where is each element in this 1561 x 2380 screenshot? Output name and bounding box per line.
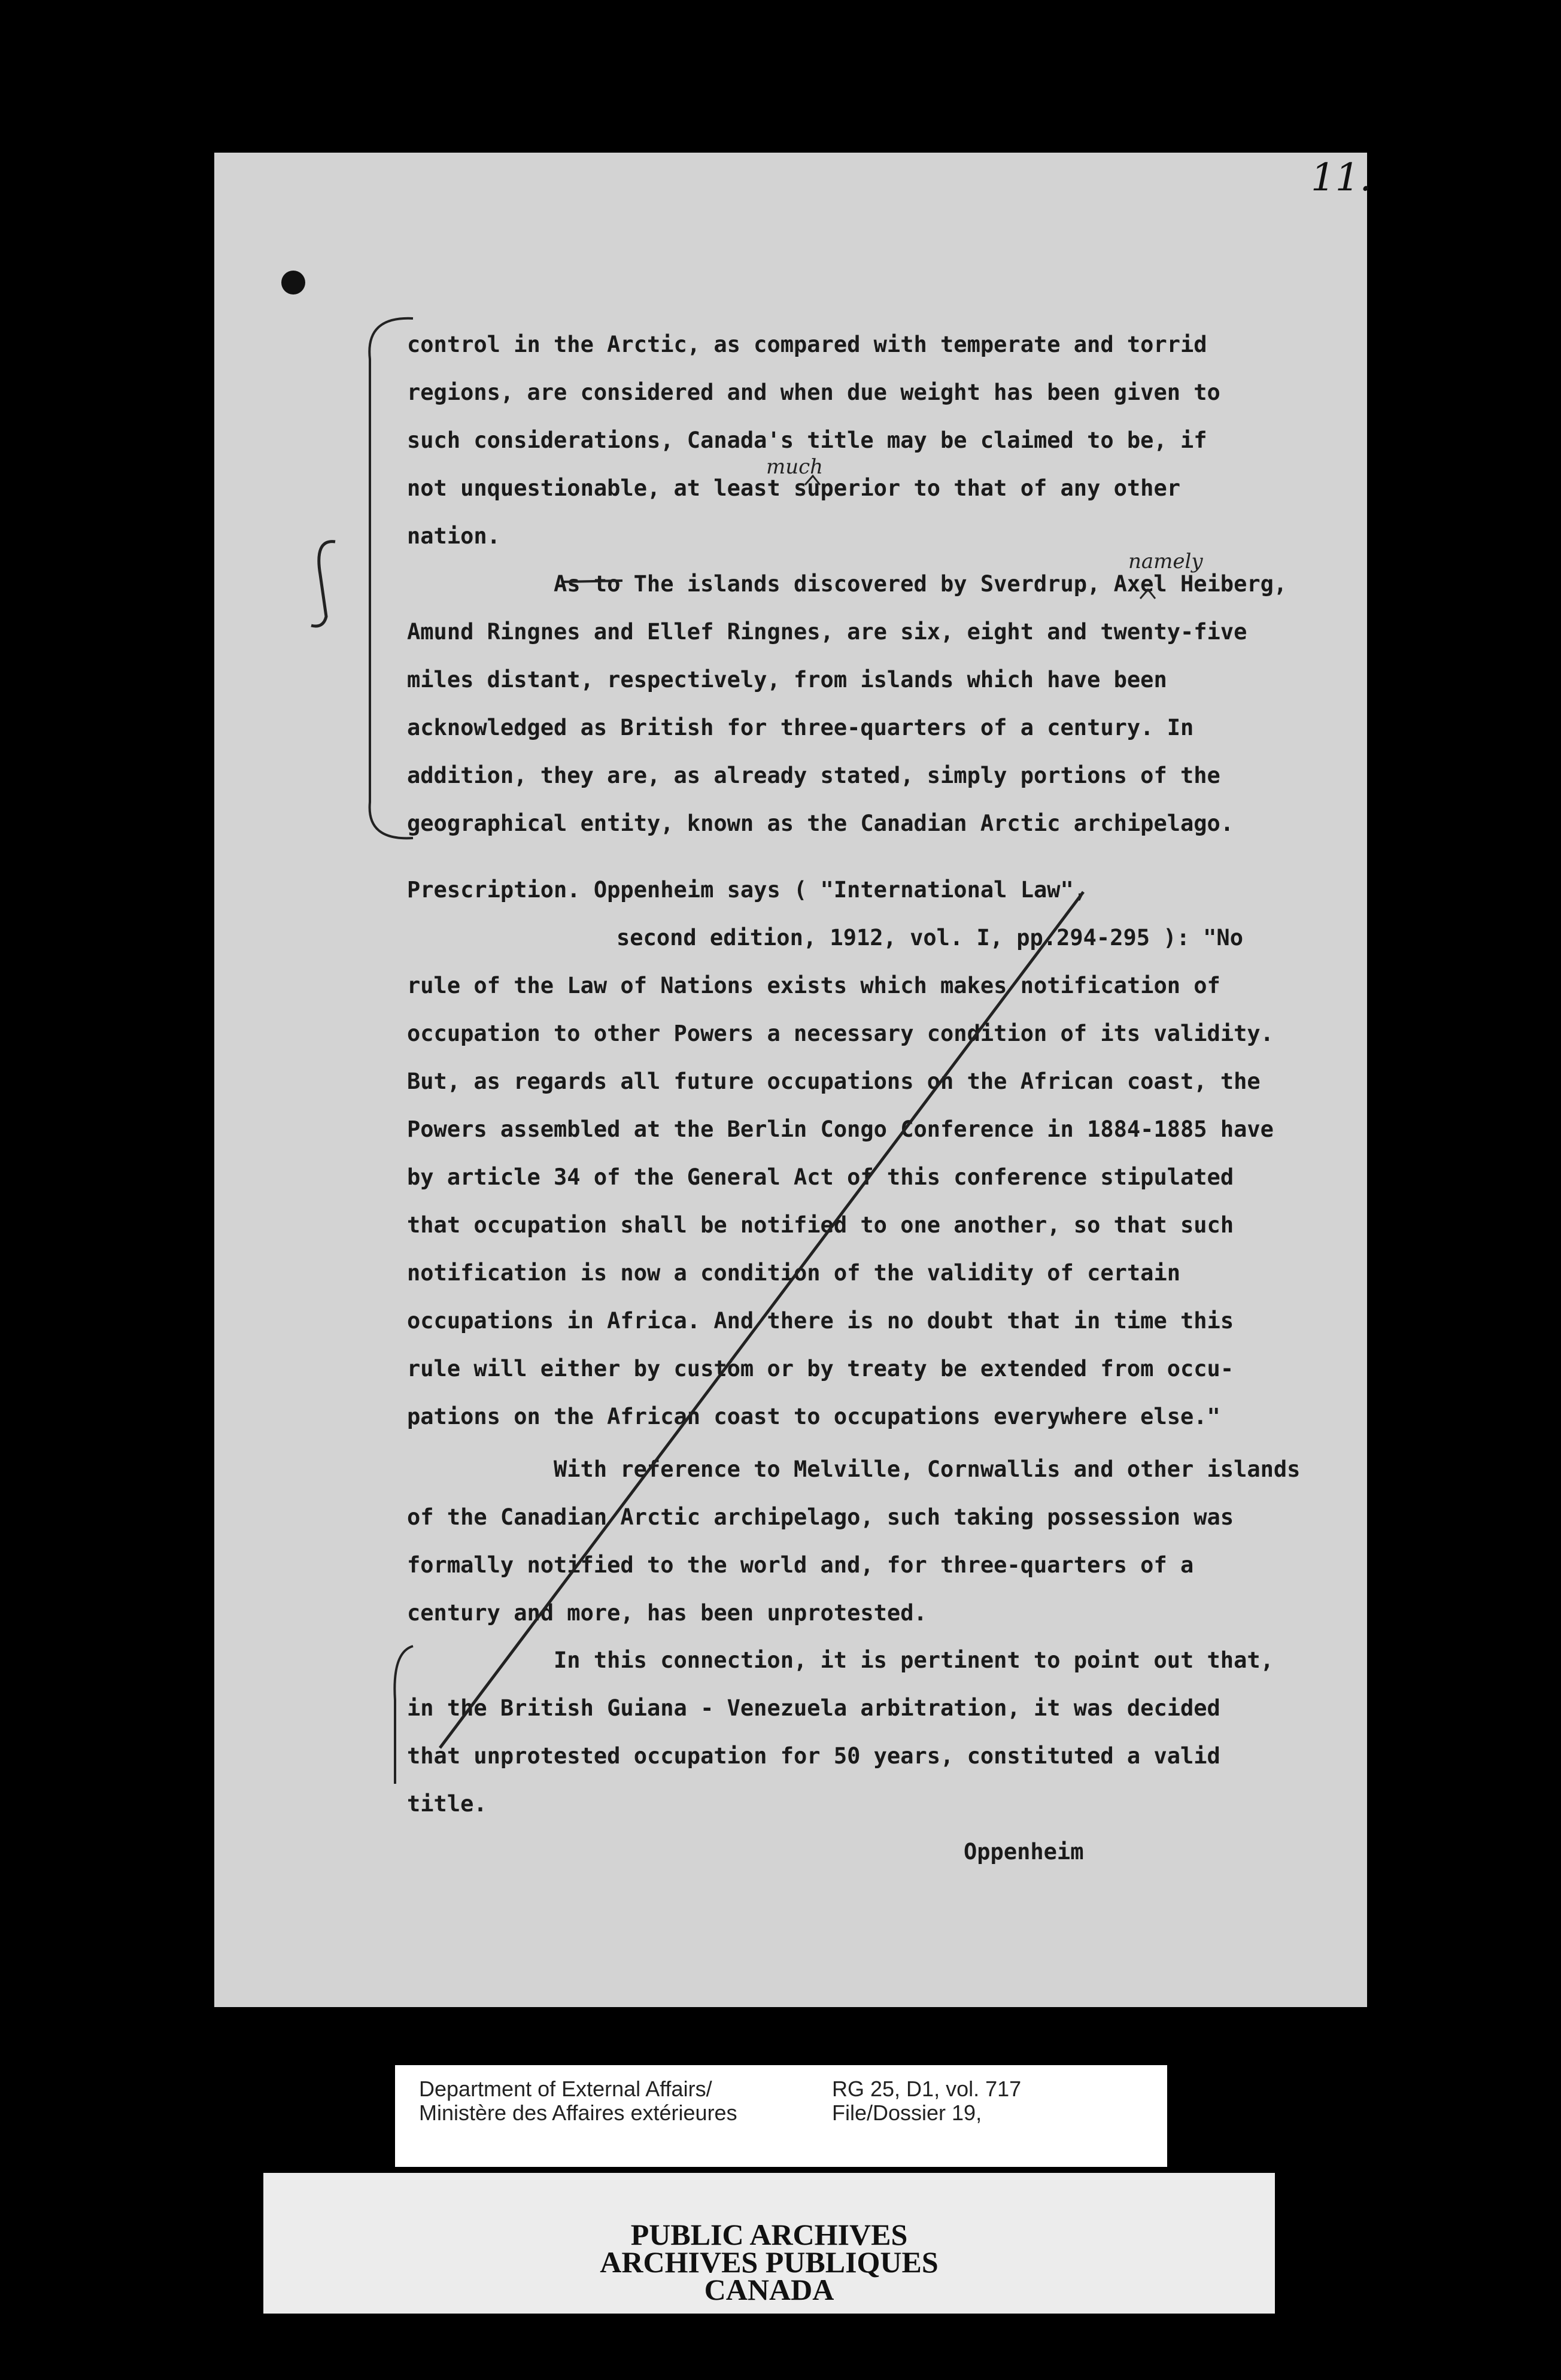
- text-line: regions, are considered and when due weight has been given to: [407, 380, 1220, 405]
- strikethrough-line: [564, 581, 622, 582]
- text-line: As to The islands discovered by Sverdrup, Axel Heiberg,: [554, 571, 1287, 597]
- text-line: not unquestionable, at least superior to that of any other: [407, 475, 1181, 501]
- text-line: acknowledged as British for three-quarters of a century. In: [407, 715, 1194, 740]
- archive-stamp: [263, 2173, 1275, 2314]
- text-line: miles distant, respectively, from islands which have been: [407, 667, 1167, 693]
- archive-reference: RG 25, D1, vol. 717: [832, 2077, 1022, 2101]
- page-number: 11.: [1311, 156, 1372, 200]
- text-line: century and more, has been unprotested.: [407, 1600, 927, 1626]
- text-line: formally notified to the world and, for three-quarters of a: [407, 1552, 1194, 1578]
- text-line: In this connection, it is pertinent to point out that,: [554, 1647, 1274, 1673]
- text-line: rule will either by custom or by treaty be extended from occu-: [407, 1356, 1234, 1382]
- handwritten-insertion: much: [766, 455, 824, 479]
- stamp-line: PUBLIC ARCHIVES: [630, 2218, 908, 2251]
- text-line: such considerations, Canada's title may be claimed to be, if: [407, 427, 1207, 453]
- text-line: Amund Ringnes and Ellef Ringnes, are six, eight and twenty-five: [407, 619, 1247, 645]
- text-line: second edition, 1912, vol. I, pp.294-295 ): "No: [616, 925, 1243, 951]
- text-line: Prescription. Oppenheim says ( "International Law",: [407, 877, 1088, 903]
- archive-label-card: [395, 2065, 1167, 2167]
- text-line: title.: [407, 1791, 487, 1817]
- text-line: of the Canadian Arctic archipelago, such taking possession was: [407, 1504, 1234, 1530]
- text-line: by article 34 of the General Act of this conference stipulated: [407, 1164, 1234, 1190]
- text-line: in the British Guiana - Venezuela arbitration, it was decided: [407, 1695, 1220, 1721]
- text-line: nation.: [407, 523, 500, 549]
- text-line: But, as regards all future occupations on the African coast, the: [407, 1068, 1261, 1094]
- handwritten-insertion: namely: [1128, 550, 1203, 573]
- file-number: File/Dossier 19,: [832, 2100, 982, 2125]
- text-line: Oppenheim: [964, 1839, 1084, 1865]
- stamp-line: ARCHIVES PUBLIQUES: [600, 2245, 939, 2279]
- diagonal-strike-line: [440, 892, 1083, 1748]
- department-fr: Ministère des Affaires extérieures: [419, 2100, 737, 2125]
- text-line: that occupation shall be notified to one another, so that such: [407, 1212, 1234, 1238]
- text-line: Powers assembled at the Berlin Congo Conference in 1884-1885 have: [407, 1116, 1274, 1142]
- insertion-caret: [1140, 590, 1155, 599]
- text-line: control in the Arctic, as compared with temperate and torrid: [407, 332, 1207, 357]
- text-line: pations on the African coast to occupations everywhere else.": [407, 1404, 1220, 1429]
- insertion-caret: [805, 476, 820, 485]
- text-line: geographical entity, known as the Canadian Arctic archipelago.: [407, 810, 1234, 836]
- margin-bracket: [369, 318, 413, 839]
- marginal-scribble: [311, 542, 335, 626]
- margin-bracket: [394, 1646, 413, 1784]
- text-line: notification is now a condition of the validity of certain: [407, 1260, 1181, 1286]
- text-line: With reference to Melville, Cornwallis and other islands: [554, 1456, 1301, 1482]
- text-line: occupations in Africa. And there is no doubt that in time this: [407, 1308, 1234, 1334]
- stamp-line: CANADA: [704, 2273, 834, 2306]
- text-line: addition, they are, as already stated, simply portions of the: [407, 763, 1220, 788]
- department-en: Department of External Affairs/: [419, 2077, 712, 2101]
- text-line: rule of the Law of Nations exists which makes notification of: [407, 973, 1220, 998]
- text-line: occupation to other Powers a necessary condition of its validity.: [407, 1021, 1274, 1046]
- text-line: that unprotested occupation for 50 years, constituted a valid: [407, 1743, 1220, 1769]
